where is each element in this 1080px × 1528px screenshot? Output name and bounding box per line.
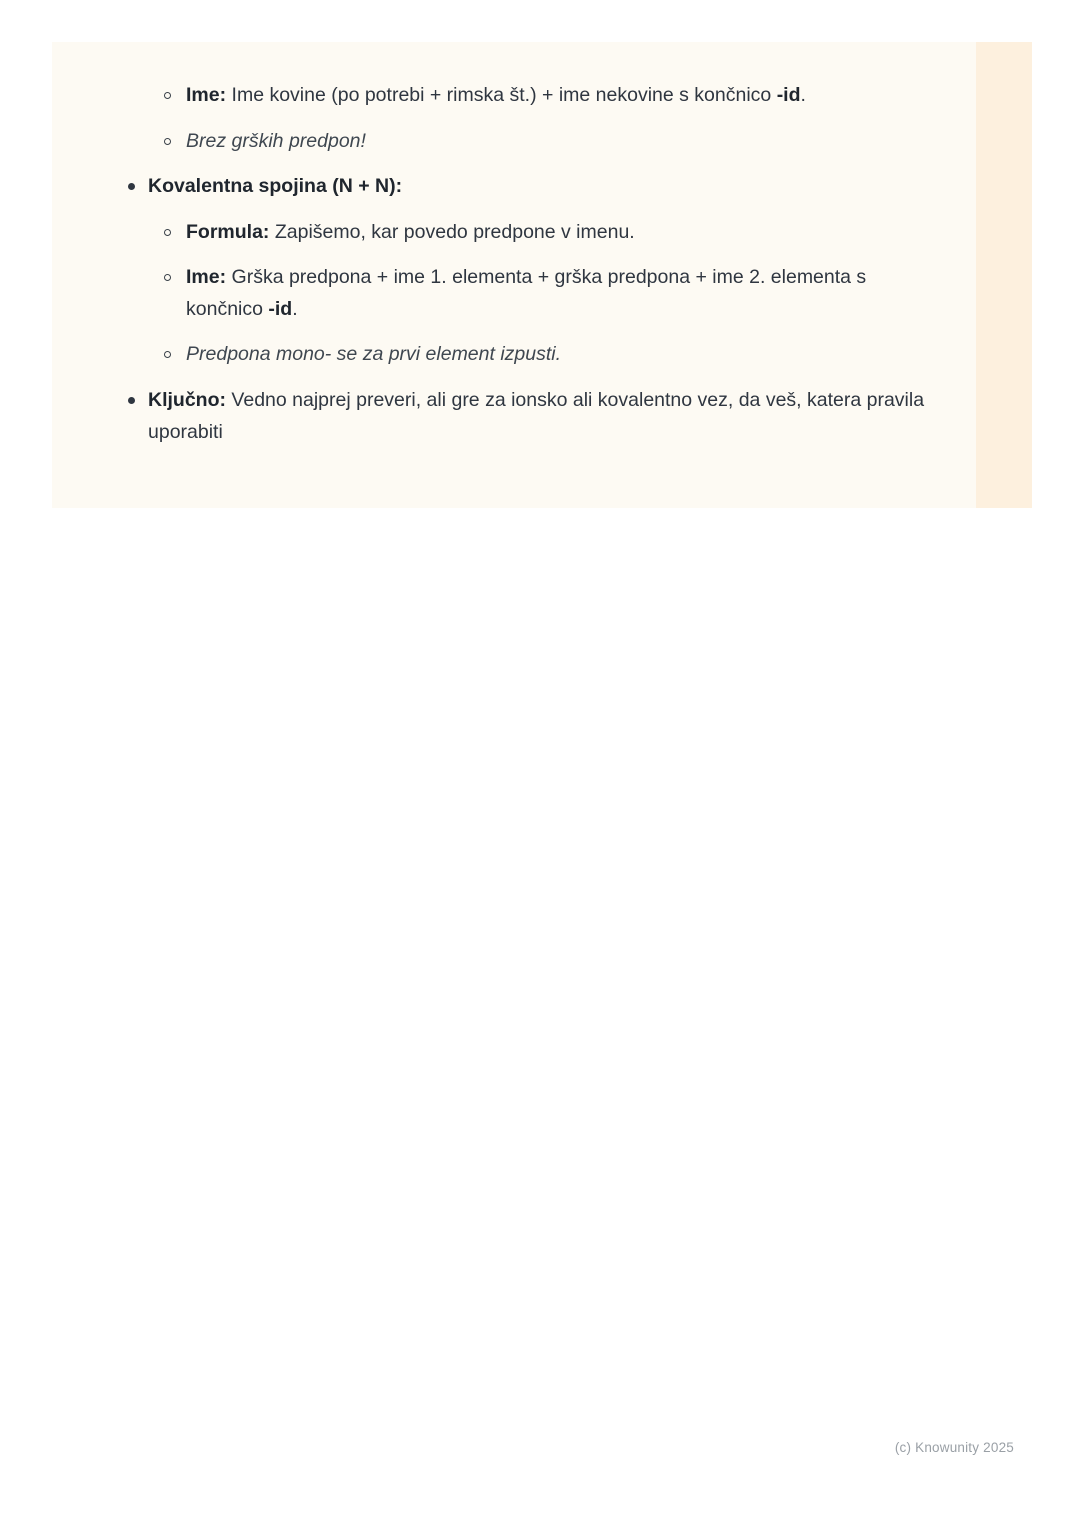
list-item [100, 126, 936, 158]
note-card [52, 42, 1032, 508]
list-item-label: Ime: [186, 84, 227, 106]
list-kovalentna-heading [100, 171, 936, 203]
list-item-label: Ključno: [148, 389, 226, 412]
list-item-text: Brez grških predpon! [186, 129, 366, 152]
footer-copyright: (c) Knowunity 2025 [894, 1440, 1014, 1455]
sublist-ionska [100, 80, 936, 157]
list-item [100, 171, 936, 203]
list-item-emphasis: -id [268, 297, 293, 320]
list-item-tail: . [292, 297, 298, 320]
list-item-emphasis: -id [776, 84, 801, 106]
list-item-tail: . [800, 84, 806, 106]
list-item [100, 217, 936, 249]
accent-bar [976, 42, 1032, 508]
list-item [100, 262, 936, 325]
list-item-text: Vedno najprej preveri, ali gre za ionsko ali kovalentno vez, da veš, katera pravila uporabiti [148, 389, 925, 443]
list-item [100, 385, 936, 448]
list-item-text: Ime kovine (po potrebi + rimska št.) + ime nekovine s končnico [226, 84, 777, 106]
list-item-label: Ime: [186, 266, 227, 289]
list-item-label: Kovalentna spojina (N + N): [148, 175, 403, 198]
list-item-text: Grška predpona + ime 1. elementa + grška predpona + ime 2. elementa s končnico [186, 266, 867, 320]
list-kljucno [100, 385, 936, 448]
list-item [100, 339, 936, 371]
list-item-text: Predpona mono- se za prvi element izpusti. [186, 343, 562, 366]
list-item-label: Formula: [186, 220, 270, 243]
list-item [100, 80, 936, 112]
note-content [52, 42, 976, 462]
sublist-kovalentna [100, 217, 936, 371]
list-item-text: Zapišemo, kar povedo predpone v imenu. [269, 220, 635, 243]
